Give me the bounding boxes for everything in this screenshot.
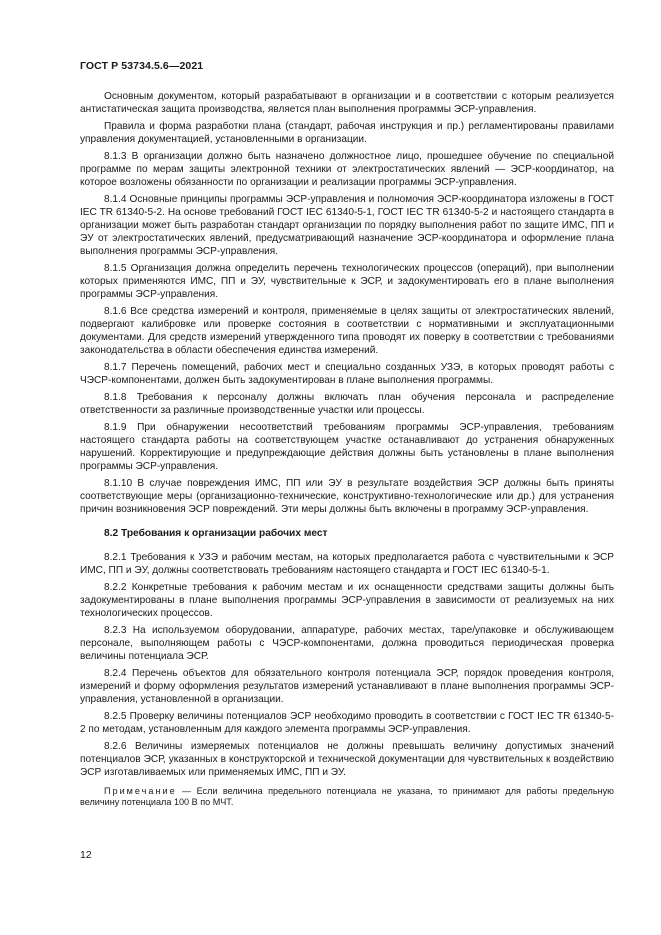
clause-8-1-9: 8.1.9 При обнаружении несоответствий требованиям программы ЭСР-управления, требованиям настоящего стандарта работы на соответствующем участке останавливают до устранения обнаруженных нарушений. Корректирующие и предупреждающие действия должны быть установлены в плане выполнения программы ЭСР-управления. xyxy=(80,422,614,472)
clause-8-1-7: 8.1.7 Перечень помещений, рабочих мест и специально созданных УЗЭ, в которых проводят работы с ЧЭСР-компонентами, должен быть задокументирован в плане выполнения программы. xyxy=(80,362,614,386)
clause-8-2-4: 8.2.4 Перечень объектов для обязательного контроля потенциала ЭСР, порядок проведения контроля, измерений и форму оформления результатов измерений устанавливают в плане выполнения программы ЭСР-управления, установленной в организации. xyxy=(80,668,614,705)
clause-8-1-4: 8.1.4 Основные принципы программы ЭСР-управления и полномочия ЭСР-координатора изложены в ГОСТ IEC TR 61340-5-2. На основе требований ГОСТ IEC 61340-5-1, ГОСТ IEC TR 61340-5-2 и настоящего стандарта в организации может быть разработан стандарт организации по порядку выполнения работ по защите ИМС, ПП и ЭУ от электростатических явлений, предусматривающий назначение ЭСР-координатора и оформление плана выполнения программы ЭСР-управления. xyxy=(80,194,614,257)
document-body xyxy=(80,91,614,813)
page-number: 12 xyxy=(80,849,92,861)
clause-8-2-6: 8.2.6 Величины измеряемых потенциалов не должны превышать величину допустимых значений потенциалов ЭСР, указанных в конструкторской и технической документации для чувствительных к воздействию ЭСР изготавливаемых или применяемых ИМС, ПП и ЭУ. xyxy=(80,741,614,778)
clause-8-2-3: 8.2.3 На используемом оборудовании, аппаратуре, рабочих местах, таре/упаковке и обслуживающем персонале, выполняющем работы с ЧЭСР-компонентами, должна проводиться периодическая проверка величины потенциала ЭСР. xyxy=(80,624,614,662)
clause-8-1-10: 8.1.10 В случае повреждения ИМС, ПП или ЭУ в результате воздействия ЭСР должны быть приняты соответствующие меры (организационно-технические, конструктивно-технологические или др.) для устранения причин возникновения ЭСР повреждений. Эти меры должны быть включены в программу ЭСР-управления. xyxy=(80,478,614,515)
clause-8-1-6: 8.1.6 Все средства измерений и контроля, применяемые в целях защиты от электростатических явлений, подвергают калибровке или проверке состояния в соответствии с нормативными и эксплуатационными документами. Для средств измерений утвержденного типа проводят их поверку в соответствии с требованиями законодательства в области обеспечения единства измерений. xyxy=(80,306,614,356)
clause-8-1-5: 8.1.5 Организация должна определить перечень технологических процессов (операций), при выполнении которых применяются ИМС, ПП и ЭУ, чувствительные к ЭСР, и задокументировать его в плане выполнения программы ЭСР-управления. xyxy=(80,263,614,300)
clause-8-2-1: 8.2.1 Требования к УЗЭ и рабочим местам, на которых предполагается работа с чувствительными к ЭСР ИМС, ПП и ЭУ, должны соответствовать требованиям настоящего стандарта и ГОСТ IEC 61340-5-1. xyxy=(80,551,614,576)
clause-8-2-5: 8.2.5 Проверку величины потенциалов ЭСР необходимо проводить в соответствии с ГОСТ IEC TR 61340-5-2 по методам, установленным для каждого элемента программы ЭСР-управления. xyxy=(80,711,614,735)
paragraph: Основным документом, который разрабатывают в организации и в соответствии с которым реализуется антистатическая защита производства, является план выполнения программы ЭСР-управления. xyxy=(80,91,614,115)
standard-designation: ГОСТ Р 53734.5.6—2021 xyxy=(80,60,204,72)
clause-8-1-3: 8.1.3 В организации должно быть назначено должностное лицо, прошедшее обучение по специальной программе по мерам защиты электронной техники от электростатических явлений — ЭСР-координатор, на которое возложены обязанности по организации и реализации программы ЭСР-управления. xyxy=(80,151,614,189)
note-label: Примечание xyxy=(104,785,177,796)
clause-8-1-8: 8.1.8 Требования к персоналу должны включать план обучения персонала и распределение ответственности за различные производственные участки или процессы. xyxy=(80,392,614,417)
paragraph: Правила и форма разработки плана (стандарт, рабочая инструкция и пр.) регламентированы правилами управления документацией, установленными в организации. xyxy=(80,121,614,146)
clause-8-2-2: 8.2.2 Конкретные требования к рабочим местам и их оснащенности средствами защиты должны быть задокументированы в плане выполнения программы ЭСР-управления в зависимости от реализуемых на них технологических процессов. xyxy=(80,581,614,619)
note-text: — Если величина предельного потенциала не указана, то принимают для работы предельную величину потенциала 100 В по МЧТ. xyxy=(80,785,614,808)
note xyxy=(80,786,614,809)
section-heading: 8.2 Требования к организации рабочих мест xyxy=(104,527,328,539)
